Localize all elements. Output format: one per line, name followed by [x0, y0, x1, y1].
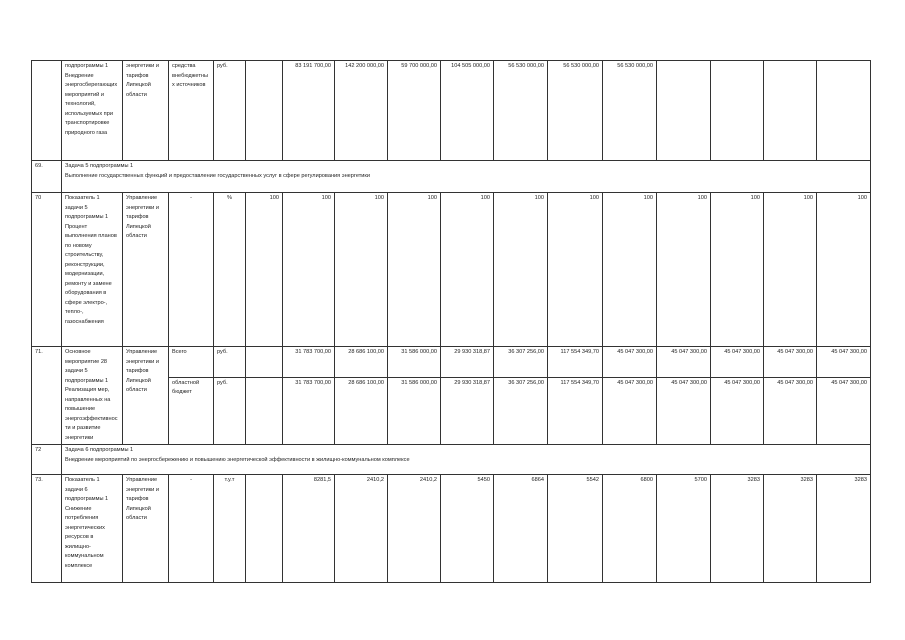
- funding-source: областной бюджет: [169, 377, 214, 444]
- value-cell: 6864: [494, 475, 548, 583]
- unit: руб.: [214, 61, 246, 161]
- funding-source: -: [169, 193, 214, 347]
- value-cell: 100: [548, 193, 603, 347]
- value-cell: 45 047 300,00: [711, 347, 764, 378]
- unit: руб.: [214, 347, 246, 378]
- executor: Управление энергетики и тарифов Липецкой области: [123, 475, 169, 583]
- value-cell: 45 047 300,00: [657, 377, 711, 444]
- value-cell: 5542: [548, 475, 603, 583]
- value-cell: 8281,5: [283, 475, 335, 583]
- value-cell: [246, 61, 283, 161]
- indicator-name: Основное мероприятие 28 задачи 5 подпрограммы 1 Реализация мер, направленных на повышение энергоэффективности и развитие энергетики: [62, 347, 123, 445]
- task-header: [62, 445, 871, 475]
- table-row-73: [32, 475, 871, 583]
- value-cell: 31 783 700,00: [283, 347, 335, 378]
- value-cell: 100: [657, 193, 711, 347]
- value-cell: 56 530 000,00: [548, 61, 603, 161]
- value-cell: 100: [494, 193, 548, 347]
- value-cell: [657, 61, 711, 161]
- value-cell: 117 554 349,70: [548, 377, 603, 444]
- value-cell: 2410,2: [335, 475, 388, 583]
- funding-source: средства внебюджетных источников: [169, 61, 214, 161]
- value-cell: 2410,2: [388, 475, 441, 583]
- row-number: 69.: [32, 161, 62, 193]
- value-cell: 100: [283, 193, 335, 347]
- value-cell: 31 586 000,00: [388, 347, 441, 378]
- value-cell: 45 047 300,00: [817, 347, 871, 378]
- value-cell: 100: [817, 193, 871, 347]
- value-cell: [817, 61, 871, 161]
- indicator-name: Показатель 1 задачи 5 подпрограммы 1 Процент выполнения планов по новому строительству, реконструкции, модернизации, ремонту и замене оборудования в сфере электро-, тепло-, газоснабжения: [62, 193, 123, 347]
- row-number: 73.: [32, 475, 62, 583]
- executor: Управление энергетики и тарифов Липецкой области: [123, 193, 169, 347]
- value-cell: 45 047 300,00: [764, 347, 817, 378]
- value-cell: 5700: [657, 475, 711, 583]
- value-cell: 56 530 000,00: [494, 61, 548, 161]
- value-cell: 5450: [441, 475, 494, 583]
- row-number: 70: [32, 193, 62, 347]
- task-text: Выполнение государственных функций и предоставление государственных услуг в сфере регулирования энергетики: [65, 172, 371, 179]
- value-cell: 28 686 100,00: [335, 347, 388, 378]
- value-cell: 36 307 256,00: [494, 377, 548, 444]
- value-cell: [246, 347, 283, 378]
- value-cell: 100: [388, 193, 441, 347]
- task-title: Задача 5 подпрограммы 1: [65, 163, 134, 169]
- value-cell: 31 586 000,00: [388, 377, 441, 444]
- value-cell: 45 047 300,00: [711, 377, 764, 444]
- value-cell: 45 047 300,00: [817, 377, 871, 444]
- value-cell: [711, 61, 764, 161]
- unit: %: [214, 193, 246, 347]
- funding-source: -: [169, 475, 214, 583]
- value-cell: 56 530 000,00: [603, 61, 657, 161]
- value-cell: 3283: [817, 475, 871, 583]
- program-table: [31, 60, 871, 583]
- task-header: [62, 161, 871, 193]
- value-cell: [764, 61, 817, 161]
- value-cell: 6800: [603, 475, 657, 583]
- value-cell: 83 191 700,00: [283, 61, 335, 161]
- executor: Управление энергетики и тарифов Липецкой области: [123, 347, 169, 445]
- value-cell: 28 686 100,00: [335, 377, 388, 444]
- value-cell: 36 307 256,00: [494, 347, 548, 378]
- value-cell: [246, 475, 283, 583]
- value-cell: 100: [711, 193, 764, 347]
- table-row-69: [32, 161, 871, 193]
- row-number: 72: [32, 445, 62, 475]
- value-cell: 3283: [764, 475, 817, 583]
- value-cell: 100: [764, 193, 817, 347]
- value-cell: 59 700 000,00: [388, 61, 441, 161]
- value-cell: 31 783 700,00: [283, 377, 335, 444]
- value-cell: 45 047 300,00: [764, 377, 817, 444]
- row-number: [32, 61, 62, 161]
- funding-source: Всего: [169, 347, 214, 378]
- table-row-71: [32, 347, 871, 378]
- task-title: Задача 6 подпрограммы 1: [65, 447, 134, 453]
- value-cell: 117 554 349,70: [548, 347, 603, 378]
- value-cell: 45 047 300,00: [657, 347, 711, 378]
- value-cell: 142 200 000,00: [335, 61, 388, 161]
- table-row-68: [32, 61, 871, 161]
- unit: руб.: [214, 377, 246, 444]
- indicator-name: подпрограммы 1 Внедрение энергосберегающих мероприятий и технологий, используемых при транспортировке природного газа: [62, 61, 123, 161]
- value-cell: 100: [246, 193, 283, 347]
- row-number: 71.: [32, 347, 62, 445]
- value-cell: [246, 377, 283, 444]
- value-cell: 45 047 300,00: [603, 347, 657, 378]
- task-text: Внедрение мероприятий по энергосбережению и повышению энергетической эффективности в жилищно-коммунальном комплексе: [65, 456, 410, 463]
- unit: т.у.т: [214, 475, 246, 583]
- value-cell: 3283: [711, 475, 764, 583]
- table-row-72: [32, 445, 871, 475]
- indicator-name: Показатель 1 задачи 6 подпрограммы 1 Снижение потребления энергетических ресурсов в жилищно-коммунальном комплексе: [62, 475, 123, 583]
- value-cell: 100: [603, 193, 657, 347]
- value-cell: 104 505 000,00: [441, 61, 494, 161]
- value-cell: 45 047 300,00: [603, 377, 657, 444]
- value-cell: 100: [441, 193, 494, 347]
- table-row-70: [32, 193, 871, 347]
- value-cell: 100: [335, 193, 388, 347]
- executor: энергетики и тарифов Липецкой области: [123, 61, 169, 161]
- value-cell: 29 930 318,87: [441, 377, 494, 444]
- value-cell: 29 930 318,87: [441, 347, 494, 378]
